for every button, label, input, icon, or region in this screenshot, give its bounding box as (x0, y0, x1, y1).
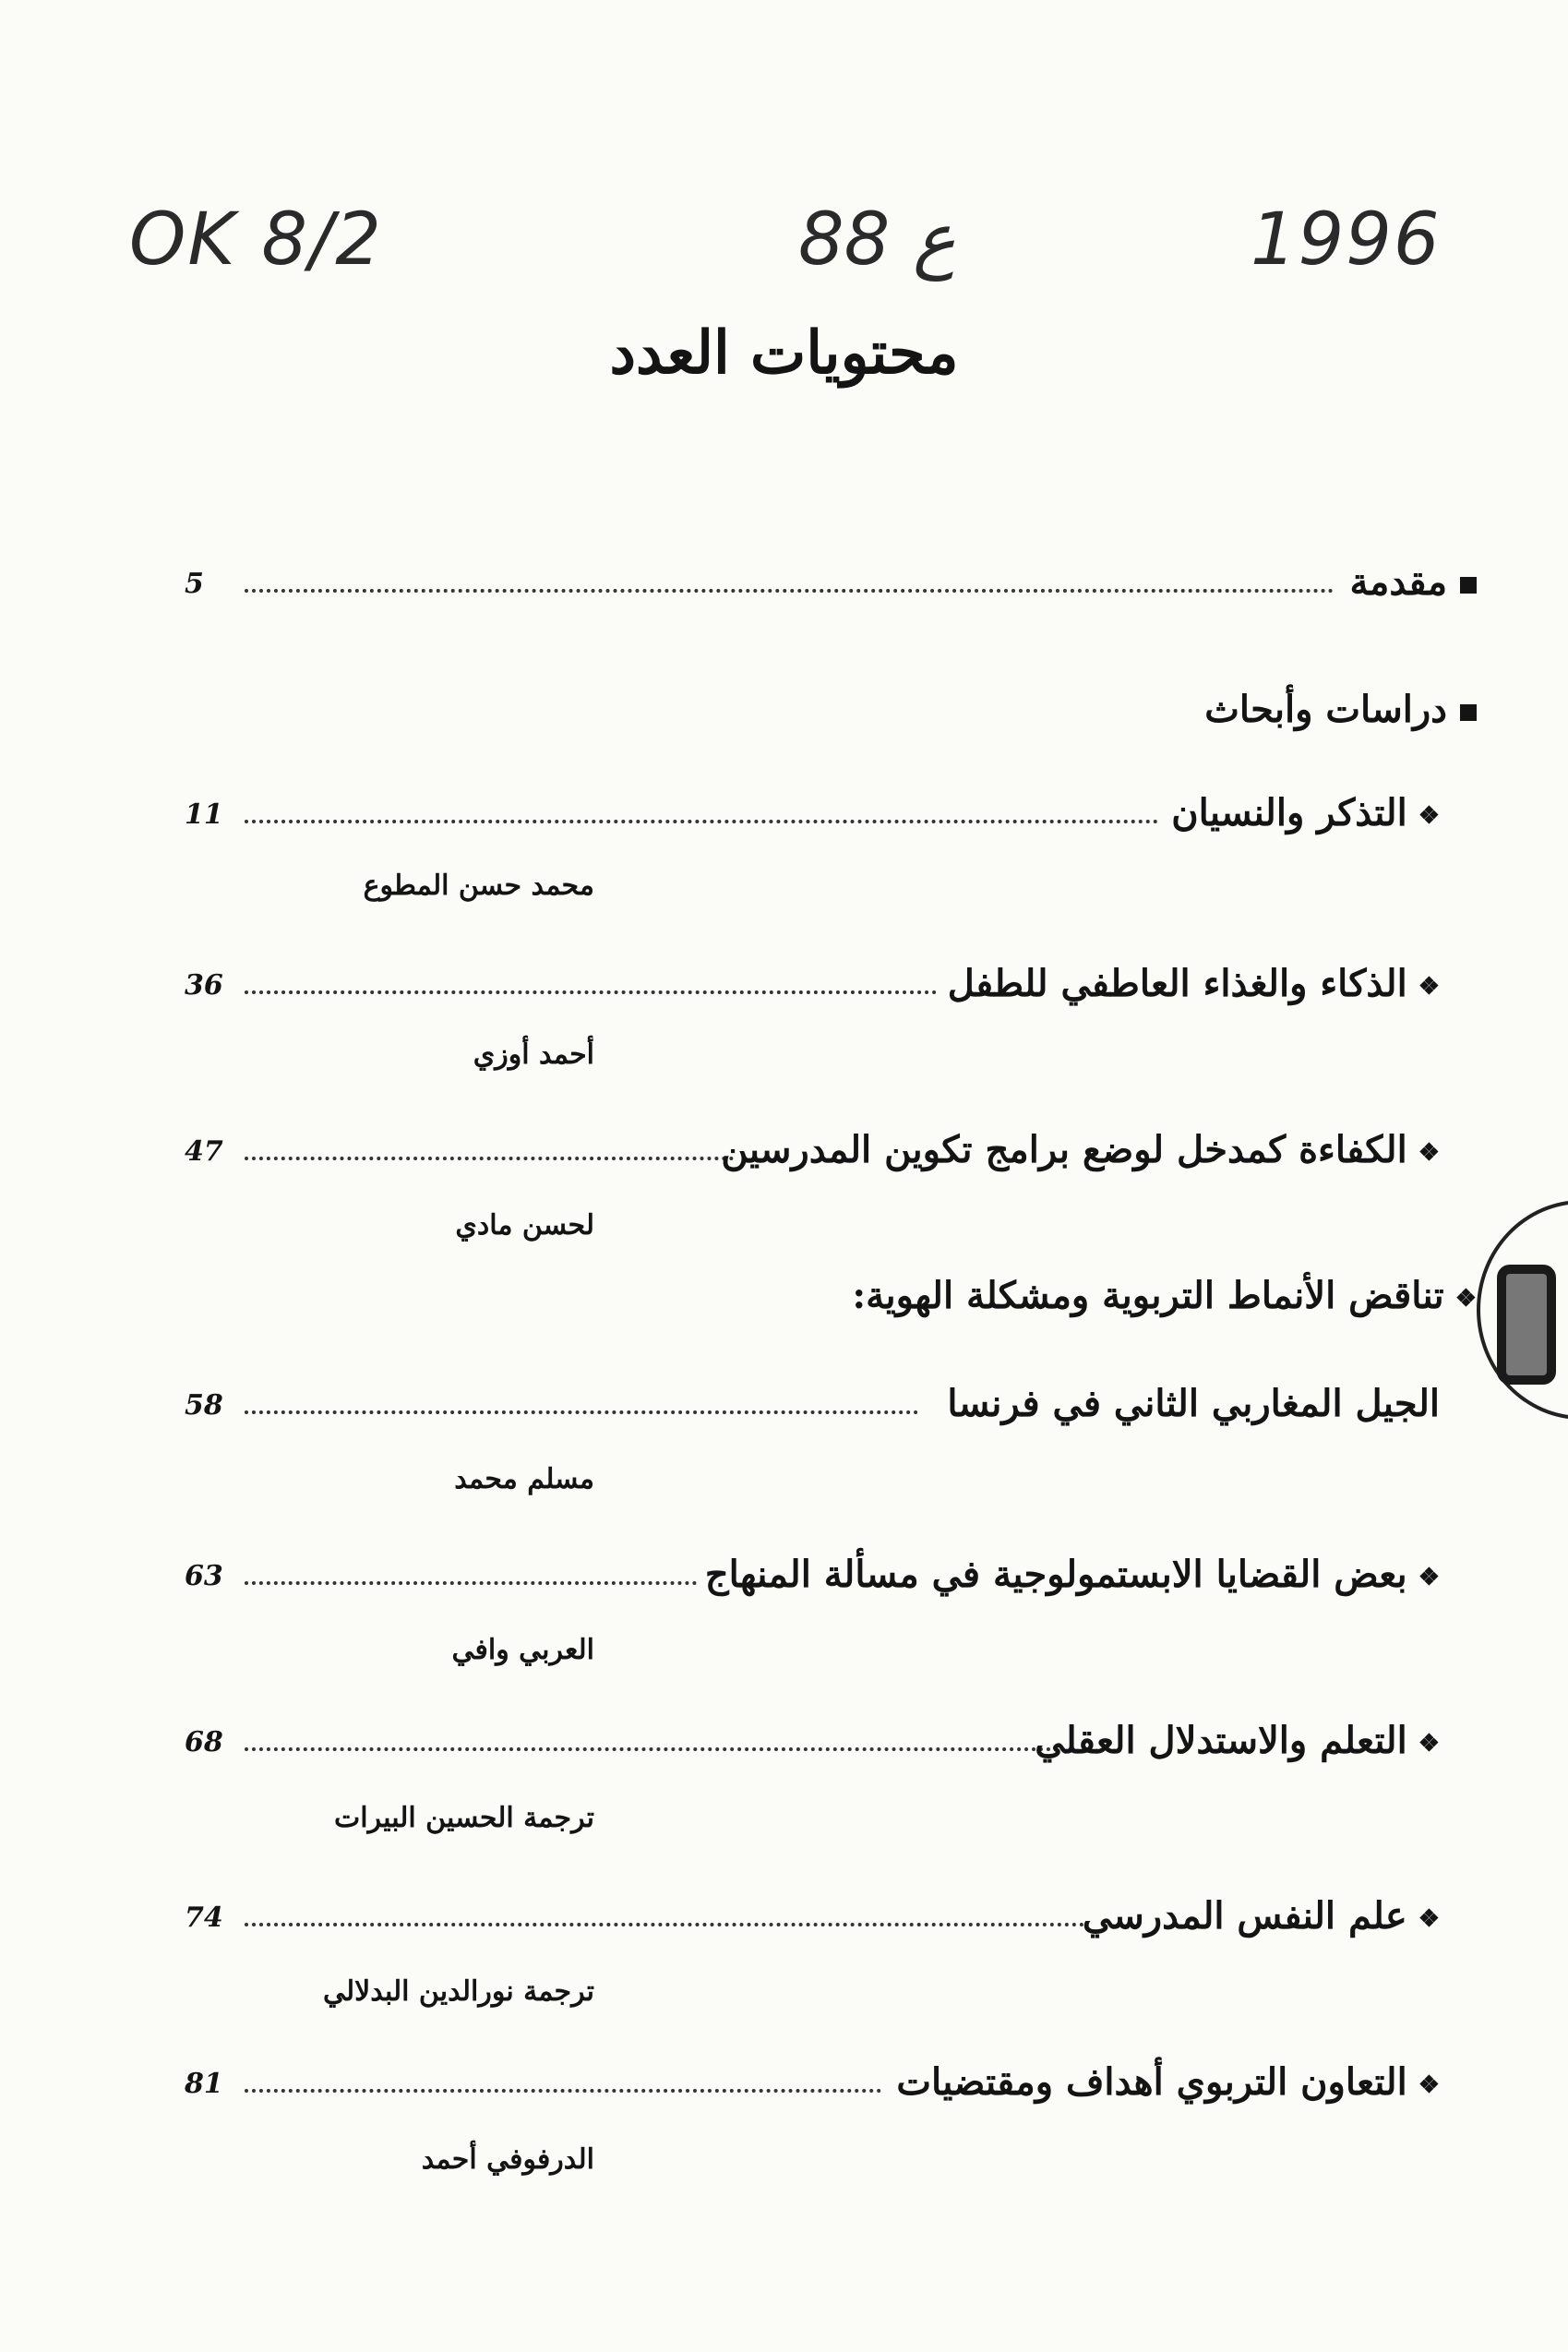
dot-leader (245, 1747, 1066, 1751)
dot-leader (245, 820, 1158, 823)
square-bullet-icon (1460, 704, 1477, 721)
toc-row (185, 1537, 1477, 1602)
toc-entry-title: ❖التذكر والنسيان (1171, 791, 1440, 834)
dot-leader (245, 1410, 918, 1414)
toc-row (185, 1878, 1477, 1943)
toc-entry-title-line: ❖تناقض الأنماط التربوية ومشكلة الهوية: (852, 1274, 1477, 1317)
toc-row (185, 2045, 1477, 2109)
diamond-bullet-icon: ❖ (1418, 973, 1440, 1001)
page-number: 47 (185, 1135, 223, 1168)
article-author: أحمد أوزي (473, 1038, 594, 1071)
toc-entry-title: ❖علم النفس المدرسي (1082, 1894, 1440, 1938)
handwritten-note-left: OK 8/2 (129, 198, 383, 282)
article-author: ترجمة نورالدين البدلالي (322, 1975, 594, 2008)
article-author: مسلم محمد (454, 1463, 594, 1495)
toc-row (185, 1112, 1477, 1177)
toc-row-intro (185, 545, 1477, 609)
page-number: 81 (185, 2068, 223, 2100)
page-number: 68 (185, 1726, 223, 1758)
dot-leader (245, 1923, 1084, 1926)
diamond-bullet-icon: ❖ (1418, 802, 1440, 830)
diamond-bullet-icon: ❖ (1418, 1905, 1440, 1933)
toc-row (185, 946, 1477, 1011)
handwritten-note-center: 88 ع (798, 198, 956, 282)
handwritten-note-year: 1996 (1251, 198, 1442, 282)
article-author: الدرفوفي أحمد (421, 2143, 594, 2176)
diamond-bullet-icon: ❖ (1418, 1564, 1440, 1591)
toc-entry-title: ❖التعلم والاستدلال العقلي (1035, 1719, 1440, 1762)
toc-entry-title: ❖التعاون التربوي أهداف ومقتضيات (896, 2060, 1440, 2104)
dot-leader (245, 990, 937, 994)
diamond-bullet-icon: ❖ (1418, 1730, 1440, 1758)
dot-leader (245, 589, 1334, 593)
square-bullet-icon (1460, 577, 1477, 594)
page-number: 63 (185, 1560, 223, 1592)
article-author: لحسن مادي (455, 1209, 594, 1242)
toc-row (185, 775, 1477, 840)
diamond-bullet-icon: ❖ (1418, 1139, 1440, 1167)
page-number: 36 (185, 969, 223, 1002)
page-number: 11 (185, 798, 223, 831)
section-heading: دراسات وأبحاث (1204, 688, 1477, 731)
diamond-bullet-icon: ❖ (1454, 1285, 1477, 1313)
dot-leader (245, 1581, 697, 1585)
page-tab-mark (1497, 1265, 1556, 1385)
toc-entry-title: ❖الكفاءة كمدخل لوضع برامج تكوين المدرسين (721, 1128, 1440, 1171)
toc-row (185, 1703, 1477, 1768)
dot-leader (245, 1157, 734, 1160)
toc-entry-title: ❖الذكاء والغذاء العاطفي للطفل (947, 962, 1440, 1005)
article-author: العربي وافي (451, 1634, 594, 1666)
diamond-bullet-icon: ❖ (1418, 2071, 1440, 2099)
page-number: 58 (185, 1389, 223, 1422)
toc-entry-title: مقدمة (1349, 560, 1477, 604)
article-author: محمد حسن المطوع (363, 870, 594, 902)
dot-leader (245, 2089, 881, 2093)
toc-row (185, 1366, 1477, 1431)
toc-entry-title: ❖بعض القضايا الابستمولوجية في مسألة المنهاج (704, 1553, 1440, 1596)
page-title: محتويات العدد (609, 318, 959, 388)
toc-entry-subtitle: الجيل المغاربي الثاني في فرنسا (947, 1382, 1440, 1425)
page-number: 74 (185, 1902, 223, 1934)
page-number: 5 (185, 568, 204, 600)
article-author: ترجمة الحسين البيرات (334, 1802, 594, 1834)
